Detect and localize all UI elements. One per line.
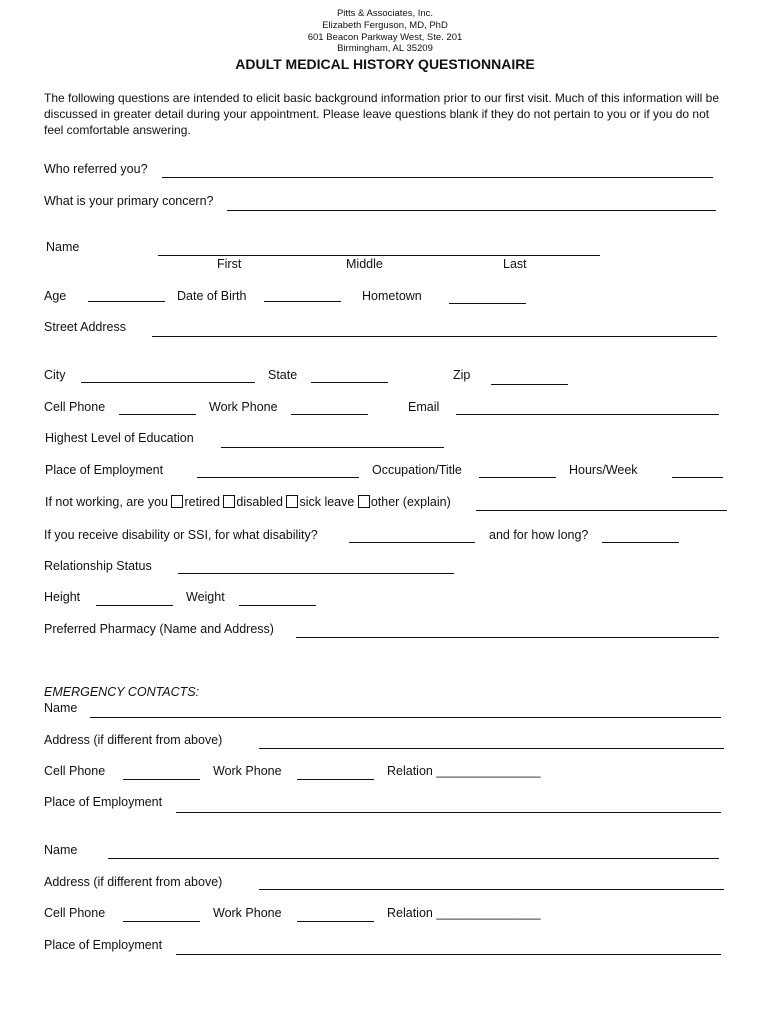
retired-option: retired: [184, 495, 220, 509]
name-label: Name: [46, 240, 80, 254]
emergency-cell-label-1: Cell Phone: [44, 764, 106, 778]
not-working-label: If not working, are you: [45, 495, 168, 509]
zip-field[interactable]: [491, 384, 568, 385]
form-title: ADULT MEDICAL HISTORY QUESTIONNAIRE: [235, 56, 535, 72]
pharmacy-label: Preferred Pharmacy (Name and Address): [44, 622, 274, 636]
emergency-address-label-2: Address (if different from above): [44, 875, 223, 889]
disability-field[interactable]: [349, 542, 475, 543]
emergency-name-field-2[interactable]: [108, 858, 719, 859]
how-long-label: and for how long?: [489, 528, 589, 542]
emergency-heading: EMERGENCY CONTACTS:: [44, 685, 200, 699]
city-line: Birmingham, AL 35209: [337, 43, 433, 54]
age-label: Age: [44, 289, 67, 303]
pharmacy-field[interactable]: [296, 637, 719, 638]
cell-phone-field[interactable]: [119, 414, 196, 415]
referred-label: Who referred you?: [44, 162, 148, 176]
middle-name-caption: Middle: [346, 257, 383, 271]
street-label: Street Address: [44, 320, 126, 334]
state-label: State: [268, 368, 298, 382]
education-label: Highest Level of Education: [45, 431, 194, 445]
weight-label: Weight: [186, 590, 225, 604]
work-phone-label: Work Phone: [209, 400, 278, 414]
city-label: City: [44, 368, 66, 382]
emergency-work-field-2[interactable]: [297, 921, 374, 922]
concern-label: What is your primary concern?: [44, 194, 214, 208]
intro-paragraph: The following questions are intended to elicit basic background information prior to our first visit. Much of this information will be discussed in greater detail during your appointment. Please leave questions blank if they do not pertain to you or if you do not feel comfortable answering.: [44, 91, 719, 137]
employment-label: Place of Employment: [45, 463, 164, 477]
hours-field[interactable]: [672, 477, 723, 478]
disability-label: If you receive disability or SSI, for what disability?: [44, 528, 318, 542]
hours-label: Hours/Week: [569, 463, 638, 477]
weight-field[interactable]: [239, 605, 316, 606]
age-field[interactable]: [88, 301, 165, 302]
emergency-address-label-1: Address (if different from above): [44, 733, 223, 747]
street-field[interactable]: [152, 336, 717, 337]
first-name-caption: First: [217, 257, 242, 271]
emergency-relation-label-1[interactable]: Relation _______________: [387, 764, 541, 778]
emergency-cell-label-2: Cell Phone: [44, 906, 106, 920]
cell-phone-label: Cell Phone: [44, 400, 106, 414]
relationship-label: Relationship Status: [44, 559, 152, 573]
emergency-relation-label-2[interactable]: Relation _______________: [387, 906, 541, 920]
employment-field[interactable]: [197, 477, 359, 478]
emergency-address-field-1[interactable]: [259, 748, 724, 749]
education-field[interactable]: [221, 447, 444, 448]
practice-name: Pitts & Associates, Inc.: [336, 8, 434, 19]
emergency-cell-field-2[interactable]: [123, 921, 200, 922]
relationship-field[interactable]: [178, 573, 454, 574]
sick-leave-checkbox[interactable]: [286, 495, 298, 508]
emergency-work-field-1[interactable]: [297, 779, 374, 780]
work-phone-field[interactable]: [291, 414, 368, 415]
emergency-employment-field-1[interactable]: [176, 812, 721, 813]
last-name-caption: Last: [503, 257, 527, 271]
emergency-name-label-2: Name: [44, 843, 78, 857]
retired-checkbox[interactable]: [171, 495, 183, 508]
emergency-employment-label-2: Place of Employment: [44, 938, 163, 952]
disabled-option: disabled: [236, 495, 283, 509]
emergency-work-label-2: Work Phone: [213, 906, 282, 920]
other-checkbox[interactable]: [358, 495, 370, 508]
email-field[interactable]: [456, 414, 719, 415]
dob-field[interactable]: [264, 301, 341, 302]
not-working-row: [45, 495, 451, 509]
hometown-field[interactable]: [449, 303, 526, 304]
occupation-field[interactable]: [479, 477, 556, 478]
address-line: 601 Beacon Parkway West, Ste. 201: [307, 32, 463, 43]
zip-label: Zip: [453, 368, 471, 382]
how-long-field[interactable]: [602, 542, 679, 543]
emergency-cell-field-1[interactable]: [123, 779, 200, 780]
emergency-name-label-1: Name: [44, 701, 78, 715]
sick-leave-option: sick leave: [299, 495, 355, 509]
city-field[interactable]: [81, 382, 255, 383]
emergency-address-field-2[interactable]: [259, 889, 724, 890]
not-working-explain-field[interactable]: [476, 510, 727, 511]
name-field[interactable]: [158, 255, 600, 256]
concern-field[interactable]: [227, 210, 716, 211]
state-field[interactable]: [311, 382, 388, 383]
dob-label: Date of Birth: [177, 289, 247, 303]
emergency-work-label-1: Work Phone: [213, 764, 282, 778]
emergency-name-field-1[interactable]: [90, 717, 721, 718]
occupation-label: Occupation/Title: [372, 463, 462, 477]
email-label: Email: [408, 400, 440, 414]
height-field[interactable]: [96, 605, 173, 606]
referred-field[interactable]: [162, 177, 713, 178]
height-label: Height: [44, 590, 81, 604]
doctor-name: Elizabeth Ferguson, MD, PhD: [322, 20, 448, 31]
emergency-employment-field-2[interactable]: [176, 954, 721, 955]
hometown-label: Hometown: [362, 289, 422, 303]
disabled-checkbox[interactable]: [223, 495, 235, 508]
other-option: other (explain): [370, 495, 451, 509]
emergency-employment-label-1: Place of Employment: [44, 795, 163, 809]
